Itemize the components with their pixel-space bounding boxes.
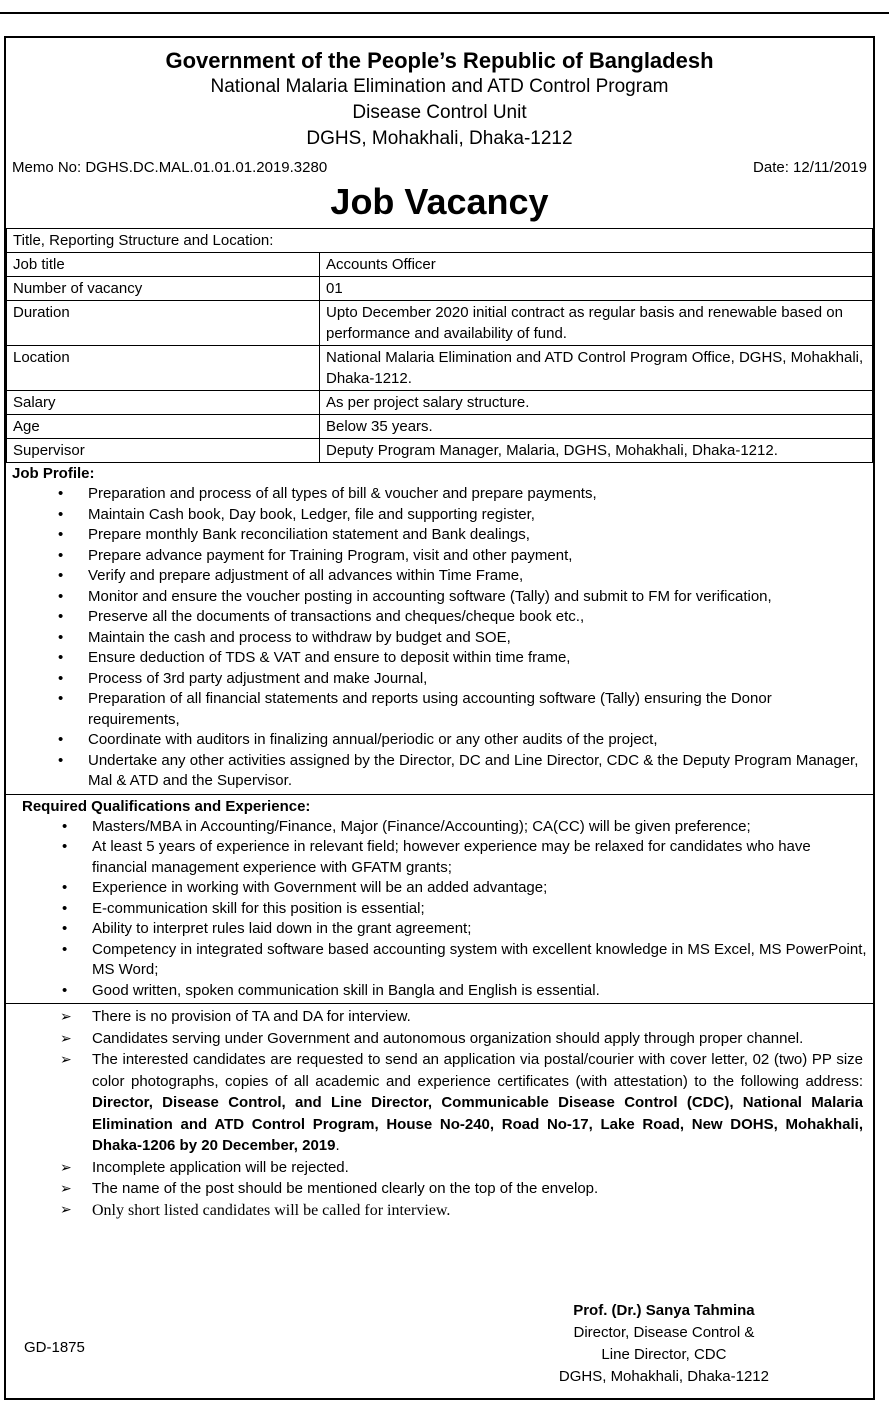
list-item: • Verify and prepare adjustment of all advances within Time Frame, (88, 566, 867, 587)
row-value: Below 35 years. (320, 415, 873, 439)
table-caption-row (7, 229, 873, 253)
memo-number: Memo No: DGHS.DC.MAL.01.01.01.2019.3280 (12, 159, 328, 176)
unit-name: Disease Control Unit (352, 102, 527, 123)
government-title: Government of the People’s Republic of Bangladesh (165, 48, 714, 73)
advertisement-frame (4, 36, 875, 1400)
table-caption: Title, Reporting Structure and Location: (7, 229, 873, 253)
list-item: • Coordinate with auditors in finalizing annual/periodic or any other audits of the project, (88, 730, 867, 751)
table-row (7, 253, 873, 277)
memo-row (6, 152, 873, 178)
list-item: ➢ Incomplete application will be rejected. (92, 1157, 863, 1179)
office-address: DGHS, Mohakhali, Dhaka-1212 (306, 128, 573, 149)
header (6, 48, 873, 152)
list-item: • Process of 3rd party adjustment and make Journal, (88, 669, 867, 690)
memo-date: Date: 12/11/2019 (753, 159, 867, 176)
table-row (7, 391, 873, 415)
application-address: Director, Disease Control, and Line Director, Communicable Disease Control (CDC), National Malaria Elimination and ATD Control Program, House No-240, Road No-17, Lake Road, New DOHS, Mohakhali, Dhaka-1206 by 20 December, 2019 (92, 1094, 863, 1154)
list-item (92, 1049, 863, 1157)
list-item: • Competency in integrated software based accounting system with excellent knowledge in MS Excel, MS PowerPoint, MS Word; (92, 940, 867, 981)
list-item: ➢ The name of the post should be mentioned clearly on the top of the envelop. (92, 1178, 863, 1200)
row-label: Duration (7, 301, 320, 346)
qualifications-heading: Required Qualifications and Experience: (22, 797, 311, 815)
row-label: Job title (7, 253, 320, 277)
list-item: • Maintain the cash and process to withdraw by budget and SOE, (88, 628, 867, 649)
application-instruction-end: . (335, 1137, 340, 1154)
application-notes-section (6, 1003, 873, 1221)
row-label: Location (7, 346, 320, 391)
list-item: • Undertake any other activities assigned by the Director, DC and Line Director, CDC & the Deputy Program Manager, Mal & ATD and the Supervisor. (88, 751, 867, 792)
list-item: • At least 5 years of experience in relevant field; however experience may be relaxed for candidates who have financial management experience with GFATM grants; (92, 837, 867, 878)
table-row (7, 415, 873, 439)
row-label: Salary (7, 391, 320, 415)
list-item: • Ability to interpret rules laid down in the grant agreement; (92, 919, 867, 940)
table-row (7, 277, 873, 301)
top-rule (0, 12, 889, 14)
signatory-title-2: Line Director, CDC (601, 1346, 727, 1363)
job-profile-list (12, 484, 867, 792)
application-notes-list (6, 1006, 873, 1221)
list-item: • Masters/MBA in Accounting/Finance, Major (Finance/Accounting); CA(CC) will be given preference; (92, 817, 867, 838)
row-value: Upto December 2020 initial contract as regular basis and renewable based on performance and availability of fund. (320, 301, 873, 346)
list-item: ➢ Candidates serving under Government and autonomous organization should apply through proper channel. (92, 1028, 863, 1050)
list-item: • Monitor and ensure the voucher posting in accounting software (Tally) and submit to FM for verification, (88, 587, 867, 608)
list-item: • Preserve all the documents of transactions and cheques/cheque book etc., (88, 607, 867, 628)
row-value: As per project salary structure. (320, 391, 873, 415)
reference-code: GD-1875 (24, 1339, 85, 1356)
list-item: • Prepare monthly Bank reconciliation statement and Bank dealings, (88, 525, 867, 546)
list-item: ➢ There is no provision of TA and DA for interview. (92, 1006, 863, 1028)
signatory-title: Director, Disease Control & (573, 1324, 755, 1341)
row-value: Accounts Officer (320, 253, 873, 277)
list-item: • Maintain Cash book, Day book, Ledger, file and supporting register, (88, 505, 867, 526)
signature-block (559, 1300, 769, 1388)
application-instruction: The interested candidates are requested to send an application via postal/courier with cover letter, 02 (two) PP size color photographs, copies of all academic and experience certificates (with attestation) to the following address: (92, 1051, 863, 1090)
row-value: Deputy Program Manager, Malaria, DGHS, Mohakhali, Dhaka-1212. (320, 439, 873, 463)
qualifications-section (6, 794, 873, 1004)
page-title: Job Vacancy (330, 181, 549, 222)
job-info-table (6, 228, 873, 463)
row-label: Supervisor (7, 439, 320, 463)
table-row (7, 439, 873, 463)
list-item: • Preparation and process of all types of bill & voucher and prepare payments, (88, 484, 867, 505)
list-item: • Good written, spoken communication skill in Bangla and English is essential. (92, 981, 867, 1002)
table-row (7, 301, 873, 346)
list-item: ➢ Only short listed candidates will be called for interview. (92, 1200, 863, 1222)
table-row (7, 346, 873, 391)
job-profile-heading: Job Profile: (12, 465, 95, 482)
job-profile-section (6, 463, 873, 794)
program-name: National Malaria Elimination and ATD Control Program (210, 76, 669, 97)
list-item: • Experience in working with Government will be an added advantage; (92, 878, 867, 899)
row-label: Number of vacancy (7, 277, 320, 301)
signatory-address: DGHS, Mohakhali, Dhaka-1212 (558, 1368, 769, 1385)
list-item: • Preparation of all financial statements and reports using accounting software (Tally) ensuring the Donor requirements, (88, 689, 867, 730)
row-label: Age (7, 415, 320, 439)
row-value: National Malaria Elimination and ATD Control Program Office, DGHS, Mohakhali, Dhaka-1212. (320, 346, 873, 391)
qualifications-list (22, 817, 867, 1002)
list-item: • Ensure deduction of TDS & VAT and ensure to deposit within time frame, (88, 648, 867, 669)
list-item: • Prepare advance payment for Training Program, visit and other payment, (88, 546, 867, 567)
row-value: 01 (320, 277, 873, 301)
signatory-name: Prof. (Dr.) Sanya Tahmina (573, 1302, 755, 1319)
list-item: • E-communication skill for this position is essential; (92, 899, 867, 920)
